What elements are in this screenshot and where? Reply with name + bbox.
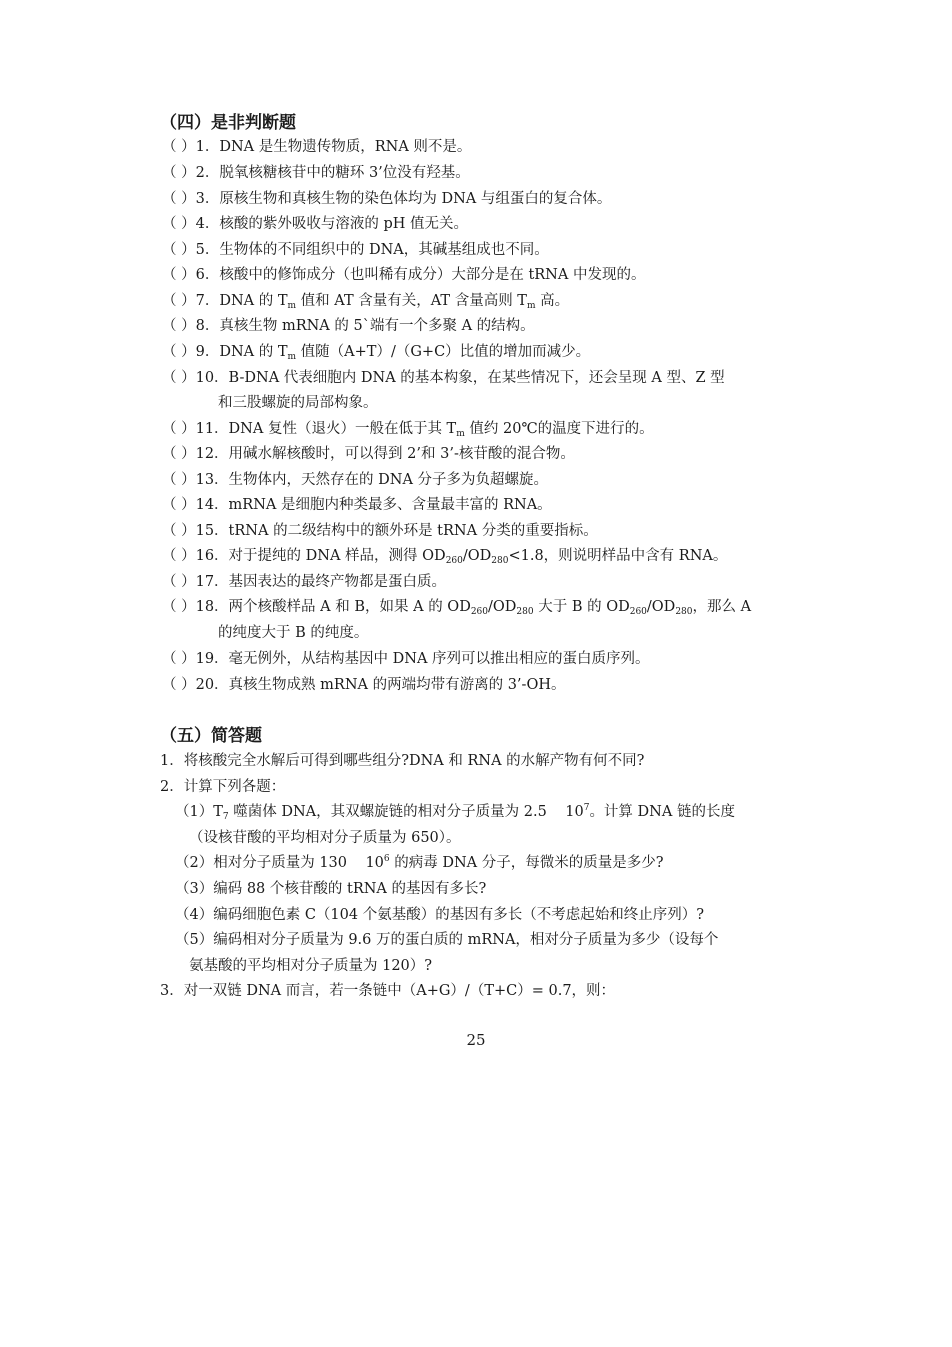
judgment-item-9: （ ）9．DNA 的 $T_m$ 值随（A+T）/（G+C）比值的增加而减少。 — [162, 344, 591, 362]
judgment-item-3: （ ）3．原核生物和真核生物的染色体均为 DNA 与组蛋白的复合体。 — [162, 191, 612, 207]
judgment-item-4: （ ）4．核酸的紫外吸收与溶液的 pH 值无关。 — [162, 216, 468, 232]
judgment-item-6: （ ）6．核酸中的修饰成分（也叫稀有成分）大部分是在 tRNA 中发现的。 — [162, 267, 646, 283]
judgment-item-17: （ ）17．基因表达的最终产物都是蛋白质。 — [162, 574, 447, 590]
judgment-item-8: （ ）8．真核生物 mRNA 的 5`端有一个多聚 A 的结构。 — [162, 318, 535, 334]
judgment-item-18: （ ）18．两个核酸样品 A 和 B，如果 A 的 $OD_{260}/OD_{280}$ 大于 B 的 $OD_{260}/OD_{280}$，那么 A — [162, 599, 752, 617]
question-2-part-5: （5）编码相对分子质量为 9.6 万的蛋白质的 mRNA，相对分子质量为多少（设每个 — [175, 932, 719, 948]
judgment-item-13: （ ）13．生物体内，天然存在的 DNA 分子多为负超螺旋。 — [162, 472, 549, 488]
question-2: 2．计算下列各题： — [160, 779, 286, 795]
judgment-item-10: （ ）10．B-DNA 代表细胞内 DNA 的基本构象，在某些情况下，还会呈现 A 型、Z 型 — [162, 370, 725, 386]
judgment-item-20: （ ）20．真核生物成熟 mRNA 的两端均带有游离的 3’-OH。 — [162, 677, 566, 693]
judgment-item-12: （ ）12．用碱水解核酸时，可以得到 2’和 3’-核苷酸的混合物。 — [162, 446, 575, 462]
question-2-part-3: （3）编码 88 个核苷酸的 tRNA 的基因有多长? — [175, 881, 487, 897]
judgment-item-7: （ ）7．DNA 的 $T_m$ 值和 AT 含量有关，AT 含量高则 $T_m$ 高。 — [162, 293, 570, 311]
question-1: 1．将核酸完全水解后可得到哪些组分?DNA 和 RNA 的水解产物有何不同? — [160, 753, 645, 769]
question-2-part-1: $(1)T_7$ 噬菌体 DNA，其双螺旋链的相对分子质量为 2.5 $10^7$。计算 DNA 链的长度 — [175, 803, 735, 822]
page-number: 25 — [466, 1031, 486, 1049]
judgment-item-15: （ ）15．tRNA 的二级结构中的额外环是 tRNA 分类的重要指标。 — [162, 523, 598, 539]
judgment-item-5: （ ）5．生物体的不同组织中的 DNA，其碱基组成也不同。 — [162, 242, 549, 258]
judgment-item-16: （ ）16．对于提纯的 DNA 样品，测得 $OD_{260}/OD_{280}<1.8$，则说明样品中含有 RNA。 — [162, 548, 728, 566]
question-2-part-1-continued: （设核苷酸的平均相对分子质量为 650）。 — [189, 830, 461, 846]
section-heading-short-answer: （五）简答题 — [160, 726, 262, 746]
section-heading-true-false: （四）是非判断题 — [160, 113, 296, 133]
judgment-item-1: （ ）1．DNA 是生物遗传物质，RNA 则不是。 — [162, 139, 472, 155]
question-3: 3．对一双链 DNA 而言，若一条链中（A+G）/（T+C）= 0.7，则： — [160, 983, 616, 999]
judgment-item-14: （ ）14．mRNA 是细胞内种类最多、含量最丰富的 RNA。 — [162, 497, 552, 513]
judgment-item-10-continued: 和三股螺旋的局部构象。 — [218, 395, 378, 411]
question-2-part-2: （2）相对分子质量为 130 $10^6$ 的病毒 DNA 分子，每微米的质量是多少? — [175, 854, 664, 871]
question-2-part-4: （4）编码细胞色素 C（104 个氨基酸）的基因有多长（不考虑起始和终止序列）? — [175, 907, 704, 923]
judgment-item-19: （ ）19．毫无例外，从结构基因中 DNA 序列可以推出相应的蛋白质序列。 — [162, 651, 650, 667]
judgment-item-11: （ ）11．DNA 复性（退火）一般在低于其 $T_m$ 值约 20℃的温度下进行的。 — [162, 421, 654, 439]
judgment-item-18-continued: 的纯度大于 B 的纯度。 — [218, 625, 369, 641]
question-2-part-5-continued: 氨基酸的平均相对分子质量为 120）? — [189, 958, 433, 974]
judgment-item-2: （ ）2．脱氧核糖核苷中的糖环 3’位没有羟基。 — [162, 165, 470, 181]
